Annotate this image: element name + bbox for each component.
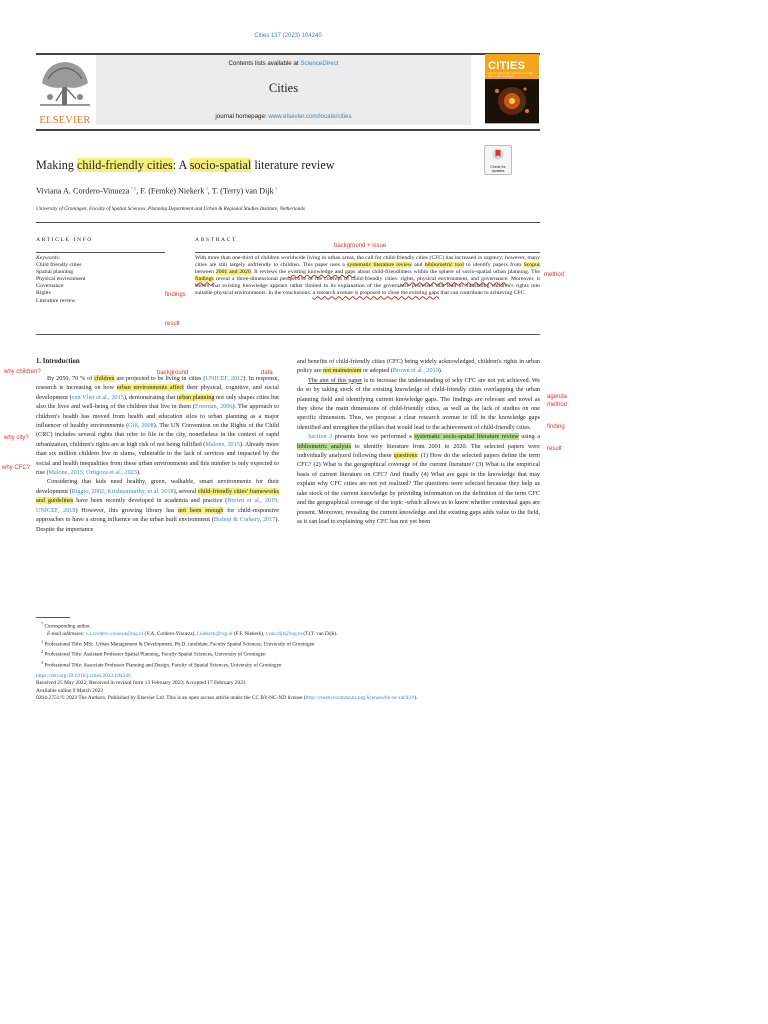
keywords-block [36,255,164,305]
annotation-findings: findings [165,292,186,298]
crossmark-label-1: Check for [490,165,506,169]
crossmark-icon [492,148,504,160]
annotation-result: result [165,321,180,327]
intro-paragraph-3: The aim of this paper is to increase the understanding of why CFC are not yet achieved. We do so by taking stock of the existing knowledge of child-friendly cities overlapping the urban planning field and identifying current knowledge gaps. The findings are relevant and novel as they show the main dimensions of child-friendly cities, as well as the lack of studies on one specific dimension. Thus, we propose a clear research avenue to fill in the knowledge gaps identified and strengthen the pillars that would lead to the achievement of child-friendly cities. [297,376,540,431]
affiliation: University of Groningen, Faculty of Spatial Sciences, Planning Department and Urban & Regional Studies Institute, Netherlands [36,206,305,212]
journal-cover [485,54,539,124]
footnote-3: $^3$ Professional Title: Associate Professor Planning and Design, Faculty of Spatial Sciences, University of Groningen [41,660,282,669]
abstract-heading: ABSTRACT [195,237,238,243]
author-name[interactable]: , F. (Femke) Niekerk [136,186,205,196]
keyword-item: Governance [36,283,64,290]
annotation-method-2: method [547,402,568,408]
doi-link[interactable]: https://doi.org/10.1016/j.cities.2023.104240 [36,673,131,679]
intro-paragraph-2: Considering that kids need healthy, green, walkable, smart environments for their development (Riggio, 2002; Krishnamurthy, et al. 2018), several child-friendly cities' frameworks and guidelines have been recently developed in academia and practice (Brown et al., 2019; UNICEF, 2018) However, this growing library has not been enough for child-responsive approaches to have a strong influence on the urban built environment (Bishop & Corkery, 2017). Despite the importance [36,478,279,533]
keyword-item: Spatial planning [36,269,74,276]
abstract-rule [195,252,540,253]
license-link[interactable]: http://creativecommons.org/licenses/by-nc-nd/4.0/ [305,694,415,701]
annotation-why-cfc: why CFC? [2,465,31,471]
author-list: Viviana A. Cordero-Vinueza $^{*,1}$, F. (Femke) Niekerk $^2$, T. (Terry) van Dijk $^3$ [36,186,278,196]
elsevier-wordmark: ELSEVIER [39,115,91,126]
homepage-link[interactable]: www.elsevier.com/locate/cities [268,113,352,120]
annotation-result-2: result [547,446,562,452]
license-text: 0264-2751/© 2023 The Authors. Published by Elsevier Ltd. This is an open access article under the CC BY-NC-ND license (http://creativecommons.org/licenses/by-nc-nd/4.0/). [36,694,418,701]
cover-subtitle: THE INTERNATIONAL JOURNAL OF URBAN POLICY AND PLANNING [488,73,533,78]
contents-line: Contents lists available at ScienceDirect [228,60,339,67]
keyword-item: Physical environment [36,276,86,283]
intro-paragraph-4: Section 2 presents how we performed a systematic socio-spatial literature review using a bibliometric analysis to identify literature from 2001 to 2020. The selected papers were individually analyzed following these questions: (1) How do the selected papers define the term CFC? (2) What is the geographical coverage of the current literature? (3) What is the empirical basis of current literature on CFC? And finally (4) What are gaps in the knowledge that may explain why CFC cities are not yet realized? The questions were selected because they help us take stock of the current knowledge by providing information on the definition of the term CFC and the geographical coverage of the topic -which allows us to know whether contextual gaps are present. Moreover, revealing the current knowledge and the existing gaps adds value to the field, as it can lead to explaining why CFC has not yet been [297,433,540,525]
annotation-why-city: why city? [4,435,29,441]
check-for-updates-badge[interactable] [484,145,512,175]
footnote-1: $^1$ Professional Title: MSc. Urban Management & Development, Ph.D. candidate, Faculty Spatial Sciences, University of Groningen [41,638,315,648]
journal-reference: Cities 137 (2023) 104240 [254,33,322,39]
author-name[interactable]: Viviana A. Cordero-Vinueza [36,186,130,196]
abstract-text: With more than one-third of children worldwide living in urban areas, the call for child-friendly cities (CFC) has increased in urgency; however, many cities are still largely unfriendly to children. This paper uses a systematic literature review and bibliometric tool to identify papers from Scopus between 2001 and 2020. It reviews the existing knowledge and gaps about child-friendliness within the sphere of socio-spatial urban planning. The findings reveal a three-dimensional perspective of the concept of child-friendly cities: rights, physical environment, and governance. Moreover, it shows that existing knowledge appears rather limited in its explanation of the governance processes that lead to translating children's rights into suitable physical environments. In the conclusions, a research avenue is proposed to close the existing gaps that can contribute to achieving CFC. [195,255,541,297]
author-name[interactable]: , T. (Terry) van Dijk [207,186,274,196]
keyword-item: Child friendly cities [36,262,82,269]
annotation-background-issue: background + issue [334,243,387,249]
footnote-2: $^2$ Professional Title: Assistant Professor Spatial Planning, Faculty Spatial Sciences, University of Groningen [41,649,266,659]
intro-column-left [36,374,279,534]
intro-column-right [297,357,540,526]
received-dates: Received 25 May 2022; Received in revised form 13 February 2023; Accepted 17 February 2023 [36,680,246,687]
journal-name: Cities [268,81,299,95]
cover-title: CITIES [488,60,526,72]
footnote-emails: E-mail addresses: v.a.cordero.vinueza@rug.nl (V.A. Cordero-Vinueza), f.niekerk@rug.nl (F.F. Niekerk), t.van.dijk@rug.nl (T.(T. van Dijk). [47,630,338,637]
header-top-rule [36,53,540,55]
article-info-rule [36,252,165,253]
cover-map-image [485,79,539,123]
elsevier-logo [36,57,94,126]
keyword-item: Rights [36,290,51,297]
crossmark-label-2: updates [491,169,505,173]
footnote-rule [36,617,70,618]
abstract-bottom-rule [36,334,540,335]
journal-header [36,55,471,127]
publication-info [36,673,540,702]
header-bottom-rule [36,129,540,131]
footnote-corresponding: * Corresponding author. [41,621,91,630]
available-online: Available online 9 March 2023 [36,687,103,694]
annotation-finding: finding [547,424,565,430]
sciencedirect-link[interactable]: ScienceDirect [300,60,339,67]
annotation-agenda: agenda [547,394,568,400]
keywords-label: Keywords: [36,255,61,261]
annotation-data: data [261,370,273,376]
journal-banner [96,55,471,125]
annotation-why-children: why children? [4,369,41,375]
keyword-item: Literature review [36,297,76,304]
footnotes [36,620,540,670]
intro-paragraph-1: By 2050, 70 % of children are projected to be living in cities (UNICEF, 2012). In response, research is increasing on how urban environments affect their physical, cognitive, and social development (van Vliet et al., 2015), demonstrating that urban planning not only shapes cities but also the lives and well-being of the children that live in them (Freeman, 2006). The approach to children's health has moved from health and education silos to urban planning as a major influencer of healthy environments (Gill, 2008). The UN Convention on the Rights of the Child (CRC) includes several rights that refer to life in the city, nonetheless in the context of rapid urbanization, children's rights are at high risk of not being fulfilled (Malone, 2015). Already more than six million children live in slums, vulnerable to the lack of services and impacted by the social and health inequalities from these urban environments and this number is only expected to rise (Malone, 2015; Ortigoza et al., 2023). [36,375,280,477]
homepage-line: journal homepage: www.elsevier.com/locate/cities [215,113,352,120]
annotation-method: method [544,272,565,278]
annotation-background: background [157,370,189,376]
article-title: Making child-friendly cities: A socio-spatial literature review [36,158,335,172]
article-info-heading: ARTICLE INFO [36,237,93,243]
intro-heading: 1. Introduction [36,358,80,365]
affiliation-rule [36,222,540,223]
elsevier-tree-icon [36,57,94,109]
intro-paragraph-continued: and benefits of child-friendly cities (CFC) being widely acknowledged, children's rights in urban policy are not mainstream or adopted (Brown et al., 2019). [297,358,540,375]
